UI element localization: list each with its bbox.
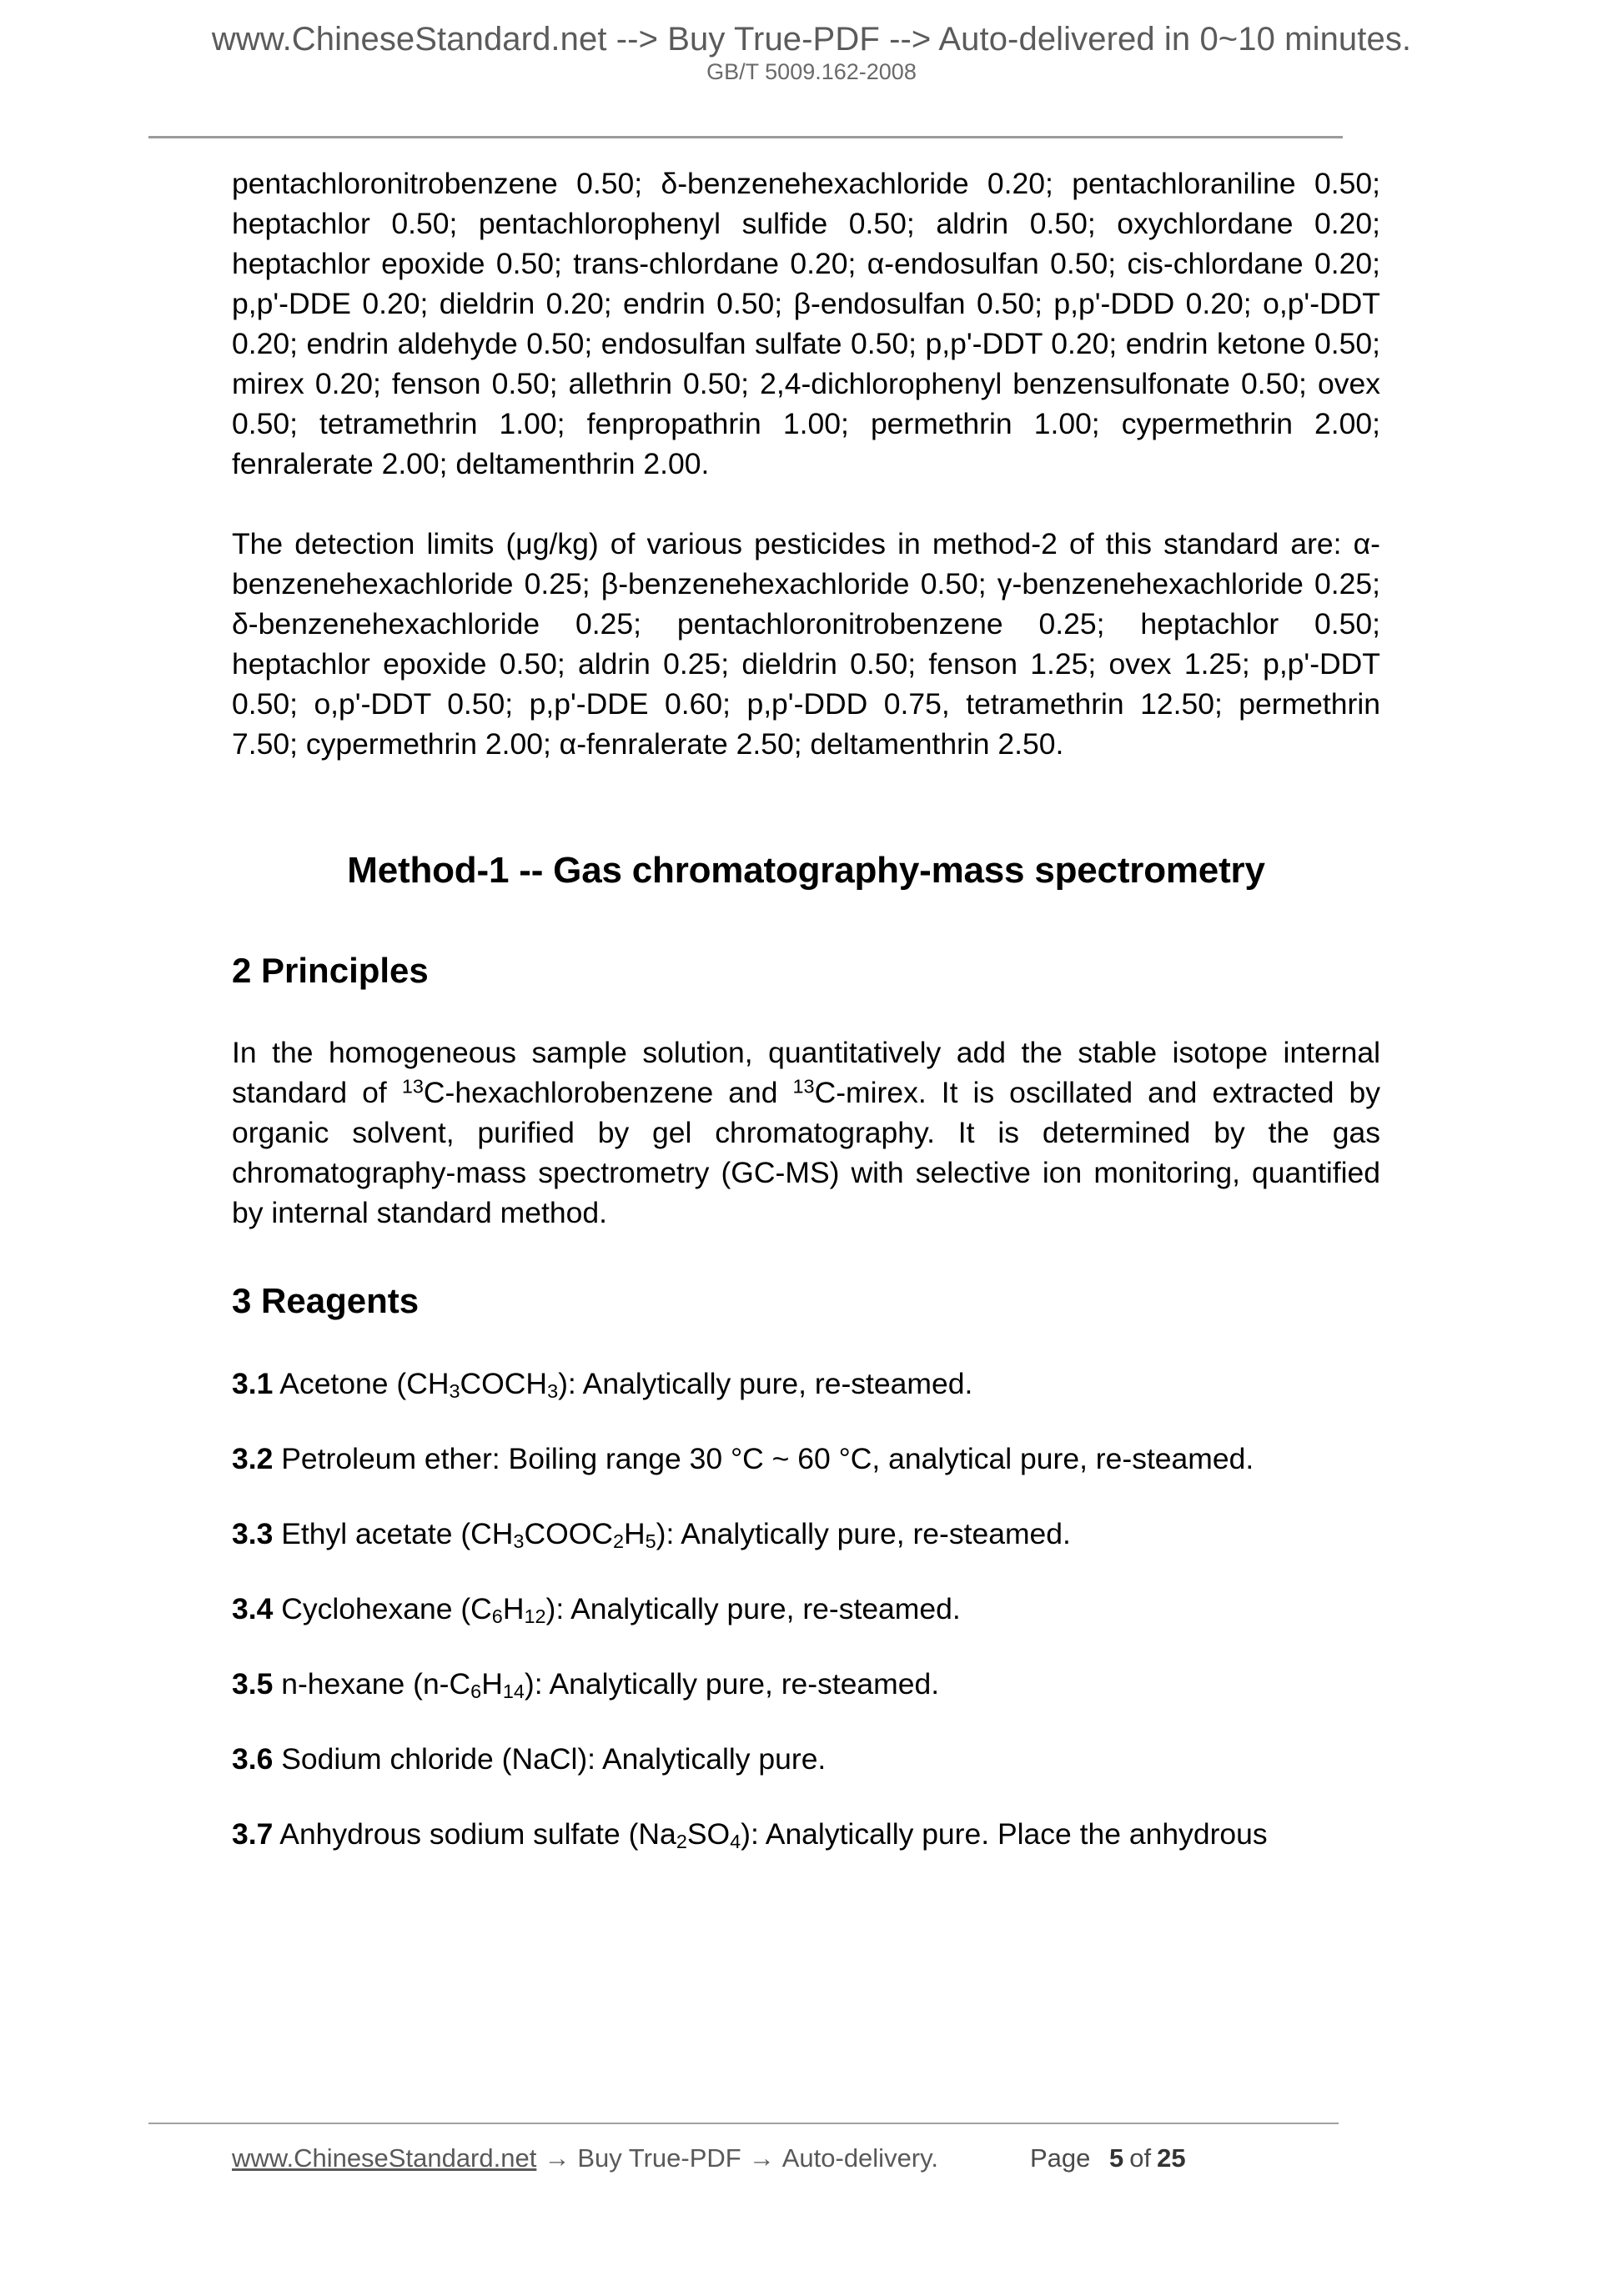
reagent-text-pre: Anhydrous sodium sulfate (Na bbox=[273, 1817, 676, 1851]
section-spacer-before-reagents bbox=[232, 1233, 1380, 1279]
reagent-text-pre: Sodium chloride (NaCl): Analytically pure. bbox=[273, 1742, 827, 1776]
reagent-subscript-2: 4 bbox=[730, 1831, 741, 1853]
arrow-right-icon-2: → bbox=[748, 2143, 775, 2173]
section-spacer-before-method-title bbox=[232, 764, 1380, 847]
reagent-text-mid: COOC bbox=[524, 1517, 613, 1550]
reagent-subscript-1: 6 bbox=[470, 1681, 482, 1703]
paragraph-spacer bbox=[232, 484, 1380, 524]
reagent-subscript-1: 2 bbox=[676, 1831, 687, 1853]
header-divider bbox=[148, 136, 1343, 138]
footer-divider bbox=[148, 2123, 1339, 2124]
reagent-item-3-6 bbox=[232, 1739, 1380, 1779]
reagent-subscript-1: 6 bbox=[491, 1605, 503, 1628]
page-header bbox=[0, 0, 1623, 83]
page-footer bbox=[232, 2143, 1383, 2173]
reagent-subscript-3: 5 bbox=[645, 1530, 656, 1553]
reagent-subscript-2: 12 bbox=[524, 1605, 546, 1628]
of-word: of bbox=[1129, 2143, 1152, 2173]
reagent-text-pre: Petroleum ether: Boiling range 30 °C ~ 60 °C, analytical pure, re-steamed. bbox=[273, 1442, 1254, 1475]
reagent-subscript-2: 14 bbox=[502, 1681, 525, 1703]
section-spacer-before-principles bbox=[232, 894, 1380, 949]
principles-text-part-1: In the homogeneous sample solution, quantitatively add the stable isotope internal standard of bbox=[232, 1036, 1380, 1109]
reagent-subscript-1: 3 bbox=[513, 1530, 525, 1553]
reagent-item-3-7 bbox=[232, 1814, 1380, 1854]
reagent-text-pre: Ethyl acetate (CH bbox=[273, 1517, 514, 1550]
method-title: Method-1 -- Gas chromatography-mass spectrometry bbox=[347, 850, 1265, 891]
isotope-1-name: C-hexachlorobenzene and bbox=[423, 1076, 793, 1109]
document-content bbox=[232, 163, 1380, 1854]
reagent-text-pre: Cyclohexane (C bbox=[273, 1592, 492, 1625]
reagent-spacer bbox=[232, 1704, 1380, 1739]
reagent-item-3-5 bbox=[232, 1664, 1380, 1704]
reagent-spacer bbox=[232, 1479, 1380, 1514]
footer-delivery-text: Auto-delivery. bbox=[781, 2143, 938, 2173]
reagent-item-3-4 bbox=[232, 1589, 1380, 1629]
section-heading-principles: 2 Principles bbox=[232, 951, 429, 990]
isotope-2-name: C-mirex. It is oscillated and extracted by organic solvent, purified by gel chromatography. It is determined by the gas chromatography-mass spectrometry (GC-MS) with selective ion monitoring, quantified by internal standard method. bbox=[232, 1076, 1380, 1229]
heading-spacer-reagents bbox=[232, 1323, 1380, 1364]
reagent-spacer bbox=[232, 1404, 1380, 1439]
paragraph-pesticide-limits-method1: pentachloronitrobenzene 0.50; δ-benzenehexachloride 0.20; pentachloraniline 0.50; heptachlor 0.50; pentachlorophenyl sulfide 0.50; aldrin 0.50; oxychlordane 0.20; heptachlor epoxide 0.50; trans-chlordane 0.20; α-endosulfan 0.50; cis-chlordane 0.20; p,p'-DDE 0.20; dieldrin 0.20; endrin 0.50; β-endosulfan 0.50; p,p'-DDD 0.20; o,p'-DDT 0.20; endrin aldehyde 0.50; endosulfan sulfate 0.50; p,p'-DDT 0.20; endrin ketone 0.50; mirex 0.20; fenson 0.50; allethrin 0.50; 2,4-dichlorophenyl benzensulfonate 0.50; ovex 0.50; tetramethrin 1.00; fenpropathrin 1.00; permethrin 1.00; cypermethrin 2.00; fenralerate 2.00; deltamenthrin 2.00. bbox=[232, 167, 1380, 480]
paragraph-principles bbox=[232, 1032, 1380, 1233]
reagent-number: 3.5 bbox=[232, 1667, 274, 1701]
reagent-text-post: ): Analytically pure, re-steamed. bbox=[656, 1517, 1071, 1550]
isotope-13-superscript-2: 13 bbox=[792, 1075, 815, 1098]
reagent-text-pre: n-hexane (n-C bbox=[273, 1667, 471, 1701]
arrow-right-icon: → bbox=[544, 2143, 570, 2173]
reagent-number: 3.7 bbox=[232, 1817, 274, 1851]
reagent-subscript-2: 3 bbox=[547, 1380, 559, 1403]
reagent-subscript-1: 3 bbox=[449, 1380, 460, 1403]
reagent-number: 3.2 bbox=[232, 1442, 274, 1475]
paragraph-detection-limits-method2: The detection limits (μg/kg) of various pesticides in method-2 of this standard are: α-benzenehexachloride 0.25; β-benzenehexachloride 0.50; γ-benzenehexachloride 0.25; δ-benzenehexachloride 0.25; pentachloronitrobenzene 0.25; heptachlor 0.50; heptachlor epoxide 0.50; aldrin 0.25; dieldrin 0.50; fenson 1.25; ovex 1.25; p,p'-DDT 0.50; o,p'-DDT 0.50; p,p'-DDE 0.60; p,p'-DDD 0.75, tetramethrin 12.50; permethrin 7.50; cypermethrin 2.00; α-fenralerate 2.50; deltamenthrin 2.50. bbox=[232, 527, 1380, 761]
section-heading-reagents: 3 Reagents bbox=[232, 1281, 420, 1320]
reagent-text-post: ): Analytically pure. Place the anhydrous bbox=[741, 1817, 1268, 1851]
header-promo-text: www.ChineseStandard.net --> Buy True-PDF --> Auto-delivered in 0~10 minutes. bbox=[211, 21, 1412, 58]
reagent-text-pre: Acetone (CH bbox=[273, 1367, 450, 1400]
reagent-spacer bbox=[232, 1629, 1380, 1664]
reagent-text-mid-2: H bbox=[623, 1517, 646, 1550]
reagent-text-post: ): Analytically pure, re-steamed. bbox=[545, 1592, 961, 1625]
reagent-item-3-1 bbox=[232, 1364, 1380, 1404]
reagent-subscript-2: 2 bbox=[612, 1530, 624, 1553]
isotope-13-superscript-1: 13 bbox=[401, 1075, 424, 1098]
reagent-text-mid: SO bbox=[686, 1817, 731, 1851]
footer-buy-text: Buy True-PDF bbox=[577, 2143, 741, 2173]
reagent-text-mid: H bbox=[481, 1667, 503, 1701]
reagent-spacer bbox=[232, 1554, 1380, 1589]
heading-spacer-principles bbox=[232, 992, 1380, 1032]
reagent-item-3-2 bbox=[232, 1439, 1380, 1479]
reagent-item-3-3 bbox=[232, 1514, 1380, 1554]
page-indicator bbox=[1030, 2143, 1186, 2173]
reagent-text-post: ): Analytically pure, re-steamed. bbox=[558, 1367, 973, 1400]
header-standard-code: GB/T 5009.162-2008 bbox=[706, 59, 917, 84]
reagent-number: 3.1 bbox=[232, 1367, 274, 1400]
footer-website-link[interactable]: www.ChineseStandard.net bbox=[232, 2143, 537, 2173]
reagent-number: 3.4 bbox=[232, 1592, 274, 1625]
reagent-text-post: ): Analytically pure, re-steamed. bbox=[524, 1667, 940, 1701]
reagent-spacer bbox=[232, 1779, 1380, 1814]
current-page-number: 5 bbox=[1108, 2143, 1124, 2173]
reagent-text-mid: H bbox=[502, 1592, 525, 1625]
total-page-number: 25 bbox=[1157, 2143, 1186, 2173]
reagent-text-mid: COCH bbox=[460, 1367, 548, 1400]
reagent-number: 3.6 bbox=[232, 1742, 274, 1776]
reagent-number: 3.3 bbox=[232, 1517, 274, 1550]
page-word: Page bbox=[1029, 2143, 1091, 2173]
